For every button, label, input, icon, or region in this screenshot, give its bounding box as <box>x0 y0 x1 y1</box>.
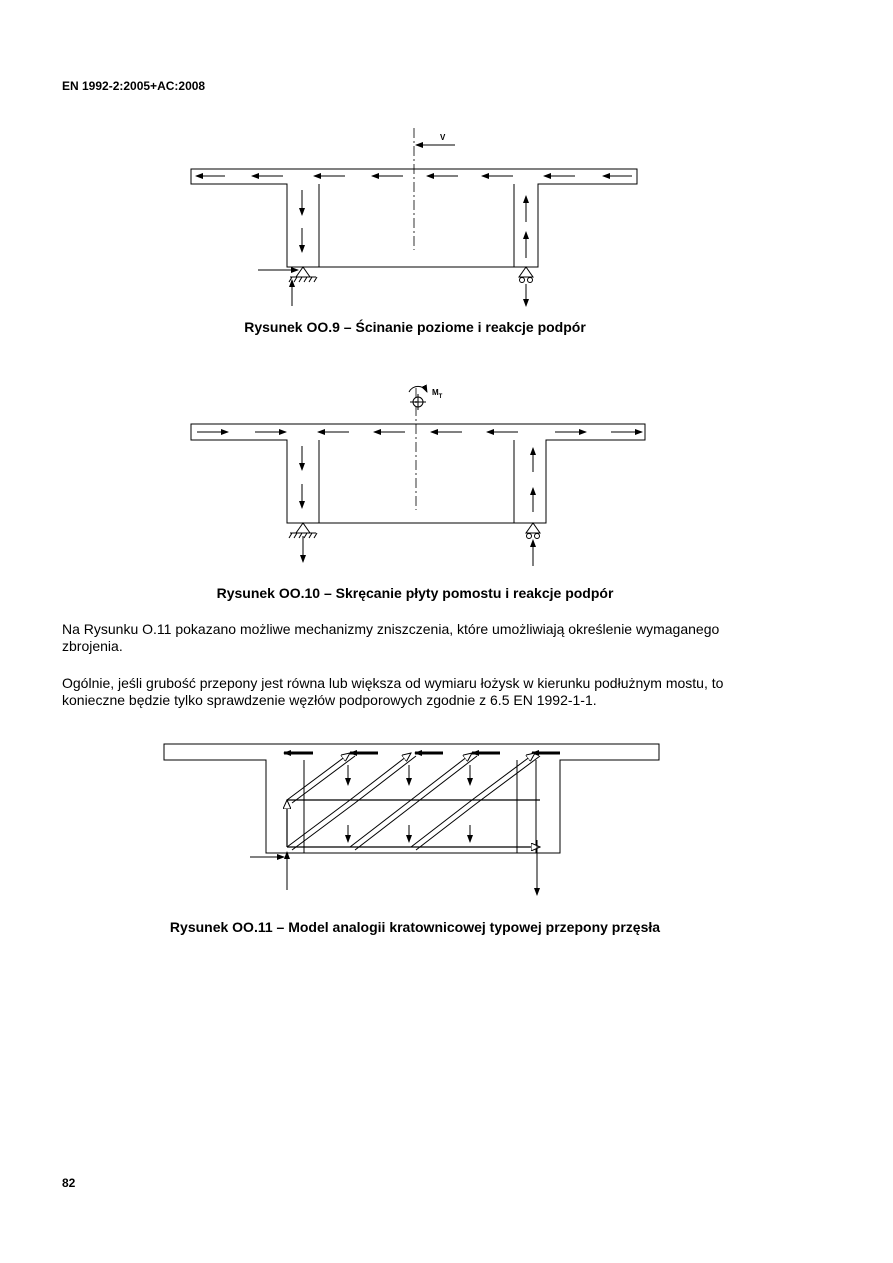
figure-oo10-diagram <box>0 380 893 580</box>
figure-oo11-caption: Rysunek OO.11 – Model analogii kratownicowej typowej przepony przęsła <box>169 919 661 935</box>
right-support <box>526 523 540 566</box>
diaphragm-outline <box>164 744 659 853</box>
right-support <box>519 267 533 306</box>
torsion-label <box>432 388 443 400</box>
cross-section-outline <box>191 424 645 523</box>
shear-force-label: V <box>440 133 446 142</box>
torsion-label-subscript: T <box>438 394 443 400</box>
truss-verticals <box>250 765 537 895</box>
figure-oo10-caption: Rysunek OO.10 – Skręcanie płyty pomostu i reakcje podpór <box>216 585 614 601</box>
left-support <box>289 523 317 562</box>
figure-oo9-diagram <box>0 120 893 320</box>
left-support <box>258 267 317 306</box>
paragraph-mechanisms: Na Rysunku O.11 pokazano możliwe mechanizmy zniszczenia, które umożliwiają określenie wymaganego zbrojenia. <box>62 621 720 654</box>
flow-arrows <box>197 432 642 512</box>
truss-chords <box>287 800 540 847</box>
torsion-moment-symbol <box>409 386 427 410</box>
figure-oo9-caption: Rysunek OO.9 – Ścinanie poziome i reakcje podpór <box>244 319 586 335</box>
figure-oo11-diagram <box>0 735 893 910</box>
document-standard-header: EN 1992-2:2005+AC:2008 <box>62 79 206 93</box>
truss-diagonals <box>287 753 540 850</box>
page-number: 82 <box>62 1176 76 1190</box>
torsion-label-main: M <box>432 388 439 397</box>
paragraph-diaphragm-thickness: Ogólnie, jeśli grubość przepony jest równa lub większa od wymiaru łożysk w kierunku podłużnym mostu, to konieczne będzie tylko sprawdzenie węzłów podporowych zgodnie z 6.5 EN 1992-1-1. <box>62 675 724 708</box>
